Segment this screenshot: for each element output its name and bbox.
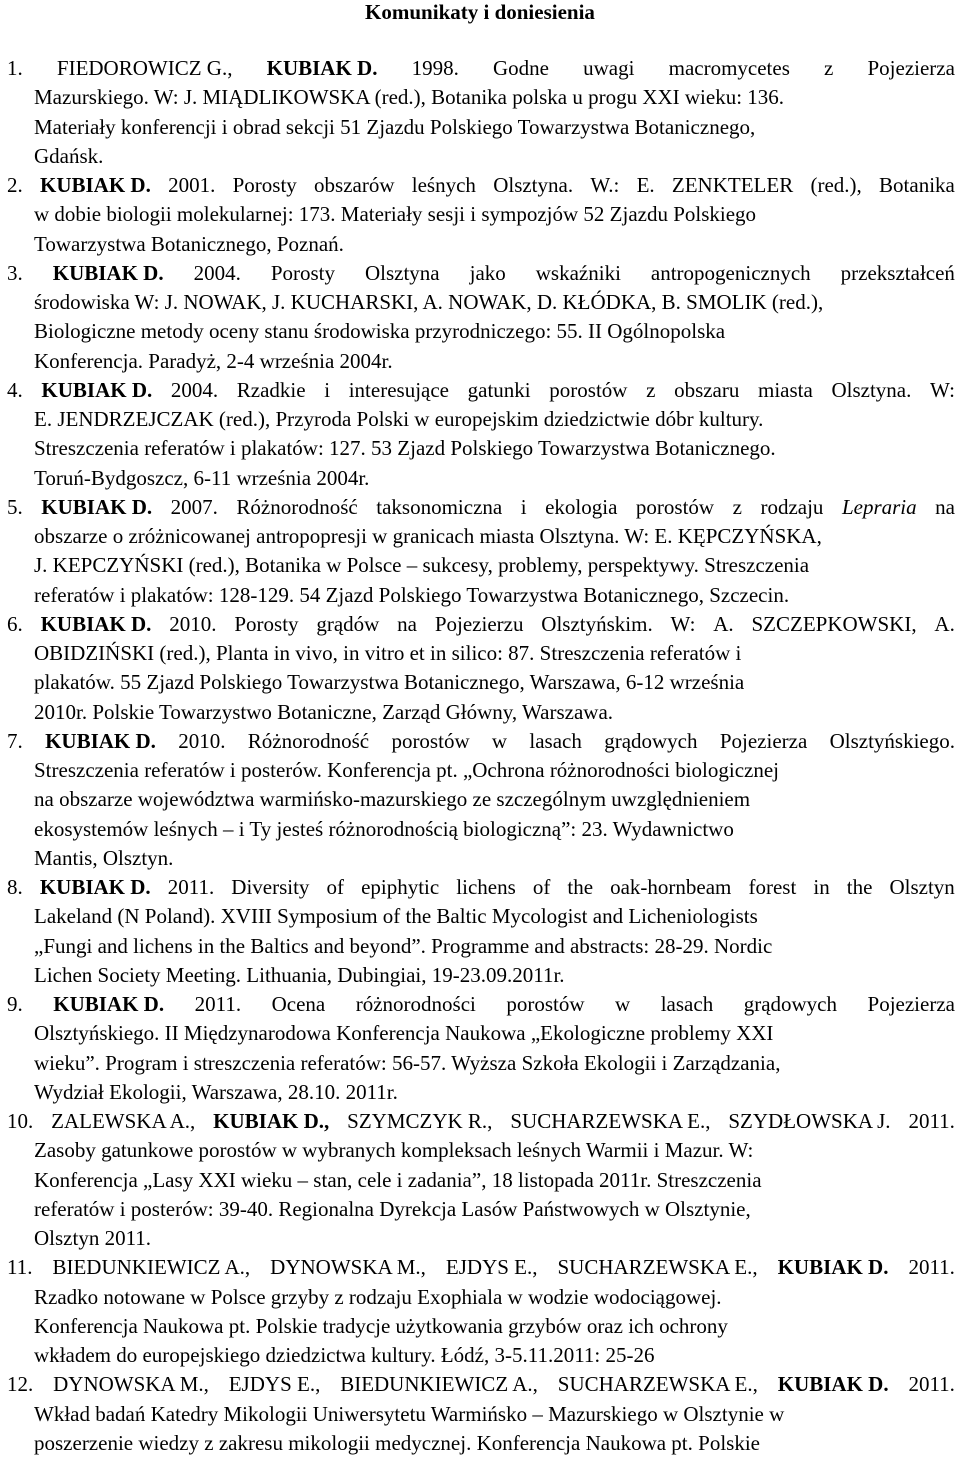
reference-line: w dobie biologii molekularnej: 173. Materiały sesji i sympozjów 52 Zjazdu Polskiego: [34, 202, 757, 227]
reference-word: ekologia: [545, 494, 618, 519]
reference-word: KUBIAK D.: [777, 1255, 889, 1280]
reference-line: referatów i plakatów: 128-129. 54 Zjazd Polskiego Towarzystwa Botanicznego, Szczecin.: [34, 582, 790, 607]
reference-word: FIEDOROWICZ G.,: [56, 56, 233, 80]
reference-word: Pojezierzu: [434, 611, 524, 636]
reference-word: na: [935, 494, 955, 519]
reference-word: i: [324, 377, 331, 402]
reference-line: „Fungi and lichens in the Baltics and beyond”. Programme and abstracts: 28-29. Nordic: [34, 933, 773, 958]
reference-word: lasach: [529, 728, 582, 753]
reference-line: Lichen Society Meeting. Lithuania, Dubingiai, 19-23.09.2011r.: [34, 962, 565, 987]
reference-word: Pojezierza: [867, 992, 955, 1016]
reference-line: Lakeland (N Poland). XVIII Symposium of the Baltic Mycologist and Licheniologists: [34, 904, 758, 929]
reference-line: Mazurskiego. W: J. MIĄDLIKOWSKA (red.), Botanika polska u progu XXI wieku: 136.: [34, 85, 785, 110]
reference-word: 2011.: [908, 1255, 955, 1280]
reference-line: OBIDZIŃSKI (red.), Planta in vivo, in vitro et in silico: 87. Streszczenia referatów i: [34, 641, 742, 665]
reference-list: [7, 54, 955, 1458]
reference-line: wkładem do europejskiego dziedzictwa kultury. Łódź, 3-5.11.2011: 25-26: [34, 1343, 655, 1367]
reference-word: DYNOWSKA M.,: [53, 1372, 209, 1397]
reference-word: macromycetes: [668, 56, 790, 80]
reference-word: KUBIAK D.: [41, 377, 153, 402]
reference-word: EJDYS E.,: [228, 1372, 321, 1397]
reference-word: Porosty: [232, 173, 297, 197]
reference-entry: [7, 610, 955, 727]
reference-word: porostów: [635, 494, 715, 519]
section-heading: Komunikaty i doniesienia: [365, 0, 595, 24]
reference-word: antropogenicznych: [650, 260, 811, 285]
reference-word: 2010.: [178, 728, 226, 753]
reference-word: Olsztyna: [364, 260, 440, 285]
reference-word: rodzaju: [760, 494, 824, 519]
reference-word: Diversity: [231, 875, 310, 899]
reference-word: KUBIAK D.: [53, 992, 165, 1016]
reference-line: Streszczenia referatów i posterów. Konferencja pt. „Ochrona różnorodności biologicznej: [34, 758, 779, 782]
reference-entry: [7, 493, 955, 610]
reference-word: 8.: [7, 875, 23, 899]
reference-word: Pojezierza: [867, 56, 955, 80]
reference-word: 2011.: [194, 992, 242, 1016]
reference-line: na obszarze województwa warmińsko-mazurskiego ze szczególnym uwzględnieniem: [34, 787, 751, 812]
reference-word: 1998.: [411, 56, 459, 80]
reference-word: Porosty: [234, 611, 299, 636]
reference-line: Gdańsk.: [34, 143, 104, 168]
reference-first-line: [7, 376, 955, 405]
reference-word: Godne: [493, 56, 549, 80]
reference-line: Wydział Ekologii, Warszawa, 28.10. 2011r.: [34, 1079, 398, 1104]
reference-line: referatów i posterów: 39-40. Regionalna Dyrekcja Lasów Państwowych w Olsztynie,: [34, 1196, 751, 1221]
reference-word: interesujące: [348, 377, 449, 402]
reference-word: A.: [934, 611, 955, 636]
reference-word: Olsztyna.: [493, 173, 574, 197]
reference-word: porostów: [391, 728, 470, 753]
reference-line: środowiska W: J. NOWAK, J. KUCHARSKI, A. NOWAK, D. KŁÓDKA, B. SMOLIK (red.),: [34, 290, 824, 314]
reference-word: W:: [930, 377, 955, 402]
reference-word: 2010.: [169, 611, 217, 636]
reference-word: KUBIAK D.: [45, 728, 156, 753]
reference-line: Zasoby gatunkowe porostów w wybranych kompleksach leśnych Warmii i Mazur. W:: [34, 1138, 754, 1163]
reference-entry: [7, 990, 955, 1107]
reference-first-line: [7, 54, 955, 83]
reference-line: Konferencja „Lasy XXI wieku – stan, cele i zadania”, 18 listopada 2011r. Streszczenia: [34, 1167, 762, 1192]
reference-entry: [7, 1107, 955, 1253]
reference-first-line: [7, 259, 955, 288]
reference-word: z: [732, 494, 742, 519]
reference-line: Wkład badań Katedry Mikologii Uniwersytetu Warmińsko – Mazurskiego w Olsztynie w: [34, 1401, 785, 1426]
reference-word: 4.: [7, 377, 23, 402]
reference-entry: [7, 54, 955, 171]
reference-line: Konferencja. Paradyż, 2-4 września 2004r.: [34, 348, 393, 373]
reference-word: KUBIAK D.: [777, 1372, 889, 1397]
reference-word: na: [397, 611, 417, 636]
reference-word: BIEDUNKIEWICZ A.,: [52, 1255, 251, 1280]
reference-word: 5.: [7, 494, 23, 519]
reference-word: SUCHARZEWSKA E.,: [557, 1255, 758, 1280]
reference-word: W:: [670, 611, 696, 636]
reference-line: Biologiczne metody oceny stanu środowiska przyrodniczego: 55. II Ogólnopolska: [34, 319, 726, 344]
reference-word: 2.: [7, 173, 23, 197]
reference-word: porostów: [506, 992, 585, 1016]
reference-word: SZYMCZYK R.,: [347, 1109, 493, 1133]
reference-first-line: [7, 1253, 955, 1282]
reference-first-line: [7, 610, 955, 639]
reference-word: taksonomiczna: [376, 494, 503, 519]
reference-word: Olsztyn: [889, 875, 955, 899]
reference-word: lasach: [660, 992, 714, 1016]
reference-entry: [7, 259, 955, 376]
reference-word: ZALEWSKA A.,: [51, 1109, 196, 1133]
reference-word: SZCZEPKOWSKI,: [751, 611, 917, 636]
reference-word: SUCHARZEWSKA E.,: [510, 1109, 711, 1133]
reference-first-line: [7, 990, 955, 1019]
reference-word: Różnorodność: [247, 728, 370, 753]
reference-line: wieku”. Program i streszczenia referatów: 56-57. Wyższa Szkoła Ekologii i Zarządzania,: [34, 1050, 781, 1075]
reference-word: ZENKTELER: [671, 173, 794, 197]
reference-line: obszarze o zróżnicowanej antropopresji w granicach miasta Olsztyna. W: E. KĘPCZYŃSKA,: [34, 524, 822, 548]
reference-entry: [7, 376, 955, 493]
reference-word: uwagi: [583, 56, 635, 80]
reference-word: KUBIAK D.,: [213, 1109, 330, 1133]
reference-word: i: [520, 494, 527, 519]
reference-line: Streszczenia referatów i plakatów: 127. 53 Zjazd Polskiego Towarzystwa Botanicznego.: [34, 436, 776, 461]
reference-word: z: [824, 56, 834, 80]
reference-word: BIEDUNKIEWICZ A.,: [340, 1372, 538, 1397]
reference-word: the: [567, 875, 594, 899]
reference-word: oak-hornbeam: [610, 875, 732, 899]
reference-first-line: [7, 1107, 955, 1136]
reference-word: 2011.: [908, 1372, 955, 1397]
reference-word: KUBIAK D.: [40, 173, 151, 197]
reference-word: miasta: [758, 377, 813, 402]
reference-word: wskaźniki: [535, 260, 621, 285]
reference-word: 7.: [7, 728, 23, 753]
reference-entry: [7, 873, 955, 990]
reference-word: E.: [636, 173, 655, 197]
reference-word: KUBIAK D.: [39, 875, 151, 899]
reference-word: gatunki: [467, 377, 531, 402]
reference-word: Olsztyńskim.: [541, 611, 653, 636]
reference-word: Lepraria: [841, 494, 917, 519]
reference-word: 2007.: [170, 494, 218, 519]
reference-word: lichens: [456, 875, 516, 899]
reference-line: Towarzystwa Botanicznego, Poznań.: [34, 231, 344, 256]
reference-entry: [7, 171, 955, 259]
reference-line: Olsztyn 2011.: [34, 1226, 152, 1250]
reference-word: Botanika: [879, 173, 955, 197]
reference-word: DYNOWSKA M.,: [270, 1255, 426, 1280]
reference-word: Rzadkie: [236, 377, 306, 402]
reference-entry: [7, 727, 955, 873]
reference-word: (red.),: [810, 173, 862, 197]
reference-entry: [7, 1253, 955, 1370]
reference-word: 2004.: [170, 377, 219, 402]
reference-word: W.:: [590, 173, 620, 197]
reference-word: Pojezierza: [719, 728, 808, 753]
reference-word: Olsztyna.: [831, 377, 912, 402]
reference-line: ekosystemów leśnych – i Ty jesteś różnorodnością biologiczną”: 23. Wydawnictwo: [34, 816, 734, 841]
reference-line: poszerzenie wiedzy z zakresu mikologii medycznej. Konferencja Naukowa pt. Polskie: [34, 1430, 760, 1455]
reference-word: KUBIAK D.: [266, 56, 378, 80]
reference-word: obszaru: [674, 377, 740, 402]
reference-word: 1.: [7, 56, 23, 80]
reference-word: 2011.: [908, 1109, 955, 1133]
reference-line: Rzadko notowane w Polsce grzyby z rodzaju Exophiala w wodzie wodociągowej.: [34, 1284, 722, 1309]
reference-line: Toruń-Bydgoszcz, 6-11 września 2004r.: [34, 465, 370, 490]
reference-line: Konferencja Naukowa pt. Polskie tradycje użytkowania grzybów oraz ich ochrony: [34, 1313, 728, 1338]
reference-word: porostów: [549, 377, 628, 402]
reference-word: grądowych: [604, 728, 698, 753]
reference-word: A.: [713, 611, 734, 636]
reference-line: 2010r. Polskie Towarzystwo Botaniczne, Zarząd Główny, Warszawa.: [34, 699, 614, 724]
reference-entry: [7, 1370, 955, 1458]
reference-word: 11.: [7, 1255, 33, 1280]
reference-first-line: [7, 1370, 955, 1399]
reference-word: obszarów: [314, 173, 395, 197]
reference-word: of: [532, 875, 551, 899]
reference-word: KUBIAK D.: [41, 494, 153, 519]
reference-word: SUCHARZEWSKA E.,: [557, 1372, 758, 1397]
reference-line: plakatów. 55 Zjazd Polskiego Towarzystwa Botanicznego, Warszawa, 6-12 września: [34, 670, 745, 695]
reference-word: 6.: [7, 611, 23, 636]
reference-word: 9.: [7, 992, 23, 1016]
reference-word: grądowych: [743, 992, 838, 1016]
reference-word: EJDYS E.,: [445, 1255, 538, 1280]
reference-first-line: [7, 171, 955, 200]
reference-word: przekształceń: [840, 260, 955, 285]
reference-word: różnorodności: [355, 992, 476, 1016]
reference-word: forest: [748, 875, 797, 899]
reference-line: Olsztyńskiego. II Międzynarodowa Konferencja Naukowa „Ekologiczne problemy XXI: [34, 1021, 774, 1046]
reference-word: KUBIAK D.: [52, 260, 164, 285]
reference-word: SZYDŁOWSKA J.: [728, 1109, 891, 1133]
reference-word: 2001.: [168, 173, 216, 197]
reference-word: of: [326, 875, 344, 899]
reference-word: 2004.: [193, 260, 241, 285]
reference-word: 3.: [7, 260, 23, 285]
reference-first-line: [7, 873, 955, 902]
reference-word: 2011.: [167, 875, 215, 899]
reference-word: z: [646, 377, 656, 402]
reference-word: jako: [469, 260, 506, 285]
reference-line: E. JENDRZEJCZAK (red.), Przyroda Polski w europejskim dziedzictwie dóbr kultury.: [34, 407, 764, 431]
reference-line: J. KEPCZYŃSKI (red.), Botanika w Polsce – sukcesy, problemy, perspektywy. Streszczenia: [34, 553, 810, 578]
reference-word: Porosty: [270, 260, 335, 285]
reference-word: 12.: [7, 1372, 34, 1397]
reference-word: KUBIAK D.: [40, 611, 152, 636]
reference-word: w: [615, 992, 631, 1016]
reference-word: in: [813, 875, 830, 899]
reference-line: Mantis, Olsztyn.: [34, 845, 174, 870]
reference-word: the: [846, 875, 873, 899]
reference-word: leśnych: [411, 173, 476, 197]
reference-word: w: [491, 728, 508, 753]
reference-word: grądów: [316, 611, 380, 636]
reference-word: Olsztyńskiego.: [829, 728, 955, 753]
reference-word: epiphytic: [361, 875, 440, 899]
reference-word: Ocena: [271, 992, 326, 1016]
reference-word: 10.: [7, 1109, 34, 1133]
reference-first-line: [7, 493, 955, 522]
reference-word: Różnorodność: [236, 494, 358, 519]
reference-line: Materiały konferencji i obrad sekcji 51 Zjazdu Polskiego Towarzystwa Botanicznego,: [34, 114, 756, 139]
reference-first-line: [7, 727, 955, 756]
